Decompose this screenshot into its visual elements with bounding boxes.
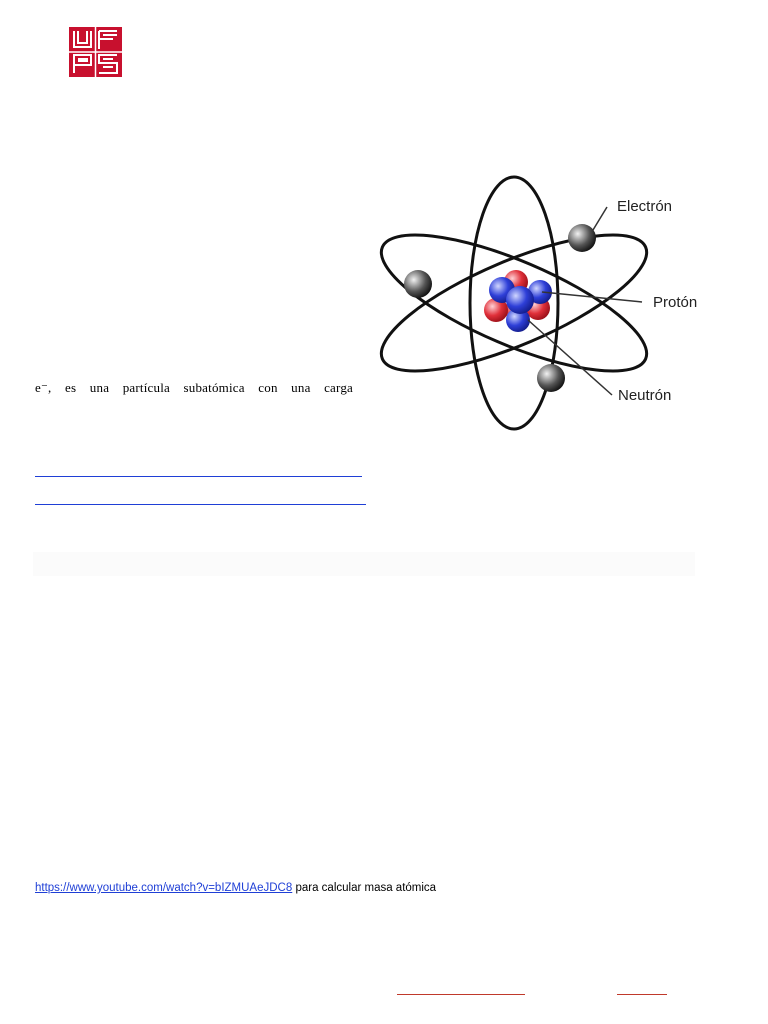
- electron-bottom: [537, 364, 565, 392]
- nucleus: [484, 270, 552, 332]
- electron-top-right: [568, 224, 596, 252]
- video-link-line: [35, 882, 436, 894]
- youtube-link[interactable]: https://www.youtube.com/watch?v=bIZMUAeJDC8: [35, 882, 293, 894]
- label-proton: Protón: [653, 294, 698, 311]
- red-underline-2: [617, 994, 667, 995]
- label-neutron: Neutrón: [618, 387, 672, 404]
- ufps-logo: [69, 27, 122, 77]
- label-electron: Electrón: [617, 198, 673, 215]
- red-underline-1: [397, 994, 525, 995]
- electron-left: [404, 270, 432, 298]
- body-text-fragment: e⁻, es una partícula subatómica con una carga: [35, 380, 353, 395]
- link-underline-2[interactable]: [35, 504, 366, 505]
- faint-background-band: [33, 552, 695, 576]
- atom-diagram: [372, 170, 718, 435]
- link-underline-1[interactable]: [35, 476, 362, 477]
- link-suffix-text: para calcular masa atómica: [292, 882, 437, 894]
